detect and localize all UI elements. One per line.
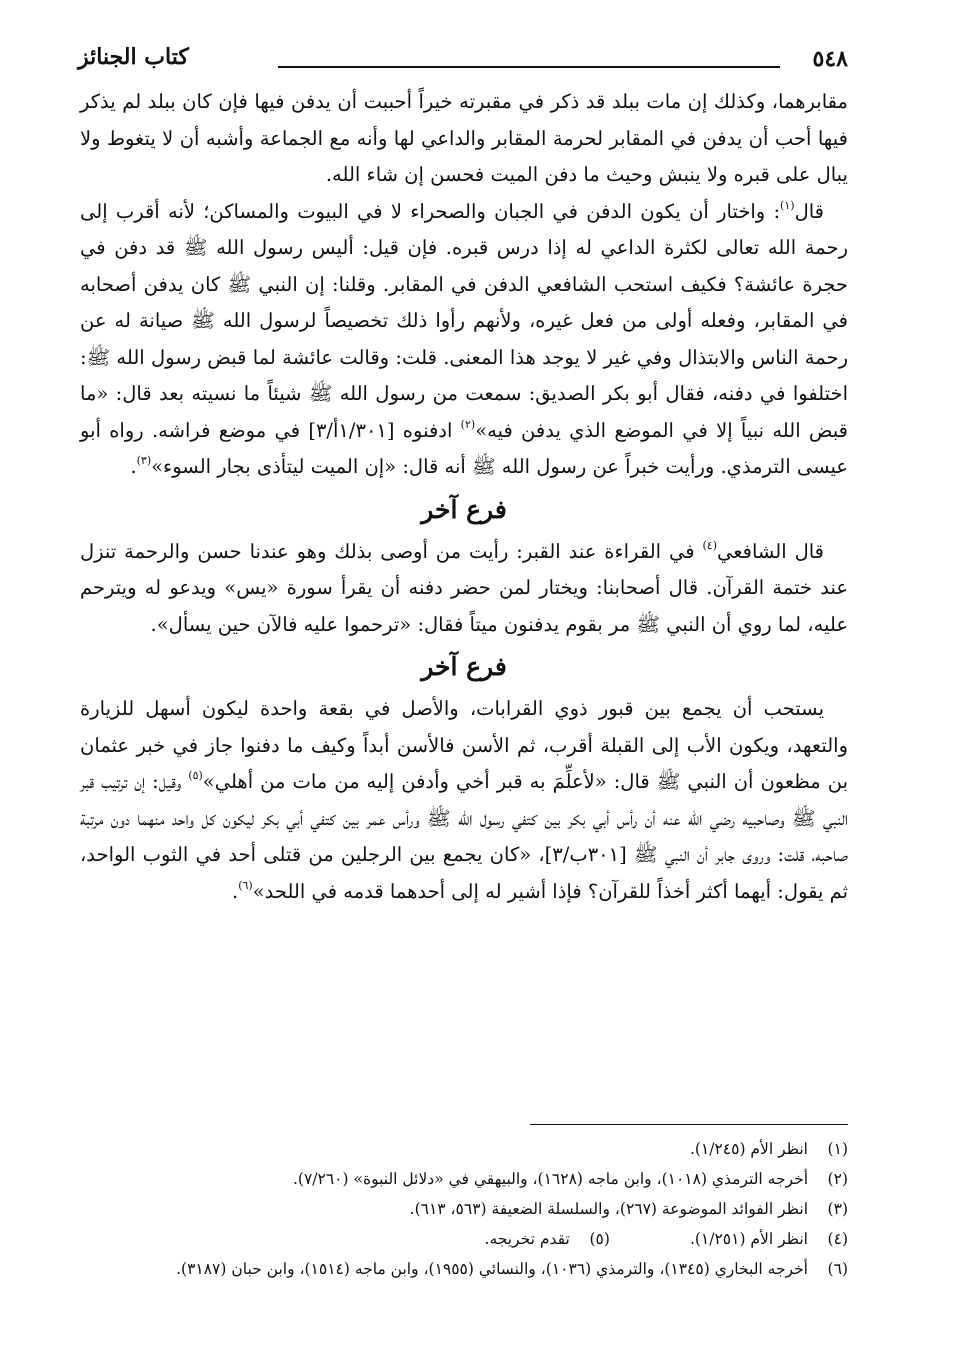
footnote-number: (٤) [827,1230,848,1248]
footnote-line [80,1224,808,1254]
section-heading: فرع آخر [421,652,507,681]
footnote-marker[interactable]: (١) [780,198,795,212]
footnote-text: أخرجه الترمذي (١٠١٨)، وابن ماجه (١٦٢٨)، والبيهقي في «دلائل النبوة» (٧/٢٦٠). [292,1170,808,1188]
footnote-text: تقدم تخريجه. [484,1230,570,1248]
paragraph-text: في القراءة عند القبر: رأيت من أوصى بذلك وهو عندنا حسن والرحمة تنزل عند ختمة القرآن. قال أصحابنا: ويختار لمن حضر دفنه أن يقرأ سورة «يس» ويدعو له ويترحم عليه، لما روي أن النبي ﷺ مر بقوم يدفنون ميتاً فقال: «ترحموا عليه فالآن حين يسأل». [80,539,848,636]
footnote-4-5 [80,1224,848,1254]
paragraph-2 [80,194,848,486]
footnote-marker[interactable]: (٢) [460,417,476,431]
page-number: ٥٤٨ [812,46,848,72]
footnote-text: انظر الأم (١/٢٥١). [689,1230,808,1248]
paragraph-3 [80,534,848,644]
footnote-number: (٣) [827,1200,848,1218]
footnote-text: انظر الفوائد الموضوعة (٢٦٧)، والسلسلة الضعيفة (٥٦٣، ٦١٣). [409,1200,808,1218]
footnote-text: أخرجه البخاري (١٣٤٥)، والترمذي (١٠٣٦)، والنسائي (١٩٥٥)، وابن ماجه (١٥١٤)، وابن حبان (٣١٨٧). [176,1260,808,1278]
paragraph-text: وقيل: إن ترتيب قبر النبي ﷺ وصاحبيه رضي الله عنه أن رأس أبي بكر بين كتفي رسول الله ﷺ ورأس عمر بين كتفي أبي بكر ليكون كل واحد منهما دون مرتبة صاحبه، قلت: وروى جابر أن النبي ﷺ [٣٠١ب/٣]، «كان يجمع بين الرجلين من قتلى أحد في الثوب الواحد، ثم يقول: أيهما أكثر أخذاً للقرآن؟ فإذا أشير له إلى أحدهما قدمه في اللحد» [80,770,848,903]
paragraph-1 [80,84,848,194]
paragraph-4 [80,691,848,910]
footnote-3 [80,1194,848,1224]
footnotes [80,1134,848,1284]
page-header [78,44,848,80]
footnote-2 [80,1164,848,1194]
paragraph-text: مقابرهما، وكذلك إن مات ببلد قد ذكر في مقبرته خيراً أحببت أن يدفن فيها فإن كان ببلد لم يذكر فيها أحب أن يدفن في المقابر لحرمة المقابر والداعي لها وأنه مع الجماعة وأشبه أن لا يتغوط ولا يبال على قبره ولا ينبش وحيث ما دفن الميت فحسن إن شاء الله. [80,90,848,186]
paragraph-text: قال الشافعي [716,539,824,563]
footnote-number: (٥) [589,1230,610,1248]
footnote-marker[interactable]: (٥) [188,769,203,782]
footnote-6 [80,1254,848,1284]
footnote-number: (٦) [827,1260,848,1278]
paragraph-text: يستحب أن يجمع بين قبور ذوي القرابات، والأصل في بقعة واحدة ليكون أسهل للزيارة والتعهد، ويكون الأب إلى القبلة أقرب، ثم الأسن فالأسن أبداً وكيف ما دفنوا جاز في خبر عثمان بن مظعون أن النبي ﷺ قال: «لأعلِّمَ به قبر أخي وأدفن إليه من مات من أهلي» [80,697,849,793]
footnote-marker[interactable]: (٤) [702,538,717,552]
footnote-separator [530,1124,848,1125]
header-rule [278,66,780,68]
section-heading: فرع آخر [421,494,507,524]
running-title: كتاب الجنائز [78,44,189,70]
paragraph-text: . [130,455,137,478]
footnote-1 [80,1134,848,1164]
paragraph-text: . [231,879,239,903]
footnote-marker[interactable]: (٣) [136,454,152,467]
paragraph-text: ادفنوه [١/٣٠١أ/٣] في موضع فراشه. رواه أبو عيسى الترمذي. ورأيت خبراً عن رسول الله ﷺ أنه قال: «إن الميت ليتأذى بجار السوء» [80,418,848,478]
footnote-marker[interactable]: (٦) [238,878,253,892]
footnote-text: انظر الأم (١/٢٤٥). [689,1140,808,1158]
main-text [80,84,848,910]
paragraph-text: : واختار أن يكون الدفن في الجبان والصحراء لا في البيوت والمساكن؛ لأنه أقرب إلى رحمة الله تعالى لكثرة الداعي له إذا درس قبره. فإن قيل: أليس رسول الله ﷺ قد دفن في حجرة عائشة؟ فكيف استحب الشافعي الدفن في المقابر. وقلنا: إن النبي ﷺ كان يدفن أصحابه في المقابر، وفعله أولى من فعل غيره، ولأنهم رأوا ذلك تخصيصاً لرسول الله ﷺ صيانة له عن رحمة الناس والابتذال وفي غير لا يوجد هذا المعنى. قلت: وقالت عائشة لما قبض رسول الله ﷺ: اختلفوا في دفنه، فقال أبو بكر الصديق: سمعت من رسول الله ﷺ شيئاً ما نسيته بعد قال: «ما قبض الله نبياً إلا في الموضع الذي يدفن فيه» [80,199,848,442]
paragraph-text: قال [794,199,824,223]
footnote-number: (١) [827,1140,848,1158]
footnote-number: (٢) [827,1170,848,1188]
